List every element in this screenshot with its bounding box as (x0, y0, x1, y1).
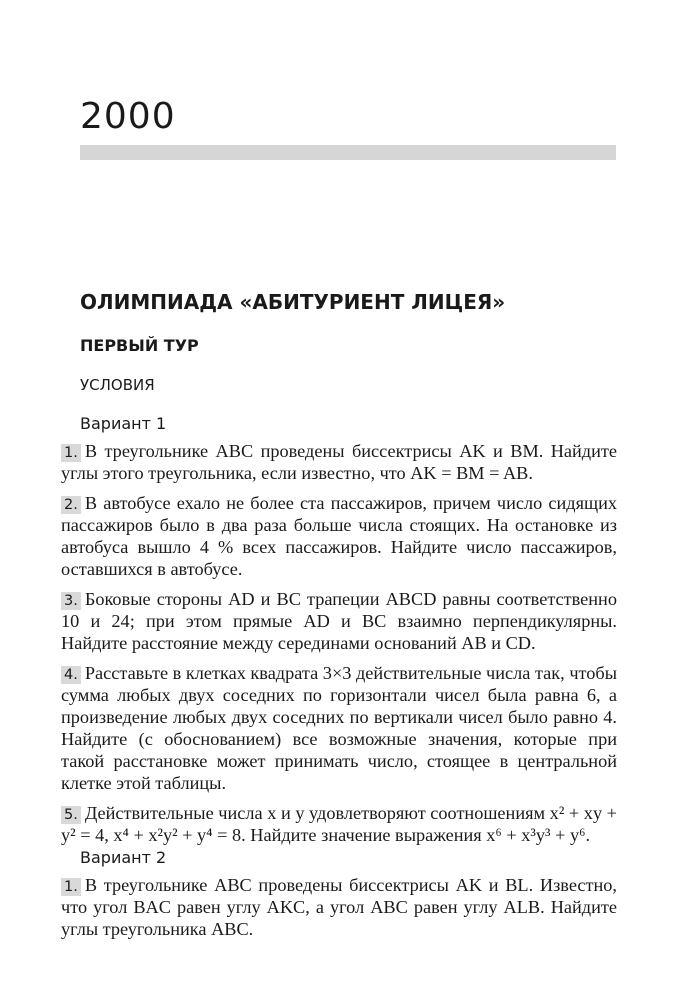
problem-number: 2. (61, 496, 81, 514)
variant-2-problems (61, 874, 617, 948)
problem-item (61, 588, 617, 654)
olympiad-title: ОЛИМПИАДА «АБИТУРИЕНТ ЛИЦЕЯ» (80, 290, 506, 314)
variant-1-problems (61, 440, 617, 854)
problem-item (61, 492, 617, 580)
problem-text: В автобусе ехало не более ста пассажиров, причем число сидящих пассажиров было в два раза больше числа стоящих. На остановке из автобуса вышло 4 % всех пассажиров. Найдите число пассажиров, оставшихся в автобусе. (61, 493, 617, 579)
problem-item (61, 802, 617, 846)
page-year-heading: 2000 (80, 96, 176, 137)
heading-rule (80, 145, 616, 160)
variant-2-title: Вариант 2 (80, 848, 167, 867)
problem-number: 1. (61, 444, 81, 462)
problem-text: В треугольнике ABC проведены биссектрисы AK и BM. Найдите углы этого треугольника, если известно, что AK = BM = AB. (61, 441, 617, 483)
problem-item (61, 662, 617, 794)
problem-text: Боковые стороны AD и BC трапеции ABCD равны соответственно 10 и 24; при этом прямые AD и BC взаимно перпендикулярны. Найдите расстояние между серединами оснований AB и CD. (61, 589, 617, 653)
problem-text: Действительные числа x и y удовлетворяют соотношениям x² + xy + y² = 4, x⁴ + x²y² + y⁴ = 8. Найдите значение выражения x⁶ + x³y³ + y⁶. (61, 803, 617, 845)
problem-number: 1. (61, 878, 81, 896)
problem-text: В треугольнике ABC проведены биссектрисы AK и BL. Известно, что угол BAC равен углу AKC, а угол ABC равен углу ALB. Найдите углы треугольника ABC. (61, 875, 617, 939)
problem-number: 3. (61, 592, 81, 610)
problem-number: 5. (61, 806, 81, 824)
variant-1-title: Вариант 1 (80, 414, 167, 433)
conditions-heading: УСЛОВИЯ (80, 376, 155, 394)
tour-heading: ПЕРВЫЙ ТУР (80, 336, 199, 355)
problem-item (61, 440, 617, 484)
problem-text: Расставьте в клетках квадрата 3×3 действительные числа так, чтобы сумма любых двух соседних по горизонтали чисел была равна 6, а произведение любых двух соседних по вертикали чисел было равно 4. Найдите (с обоснованием) все возможные значения, которые при такой расстановке может принимать число, стоящее в центральной клетке этой таблицы. (61, 663, 617, 793)
problem-number: 4. (61, 666, 81, 684)
problem-item (61, 874, 617, 940)
